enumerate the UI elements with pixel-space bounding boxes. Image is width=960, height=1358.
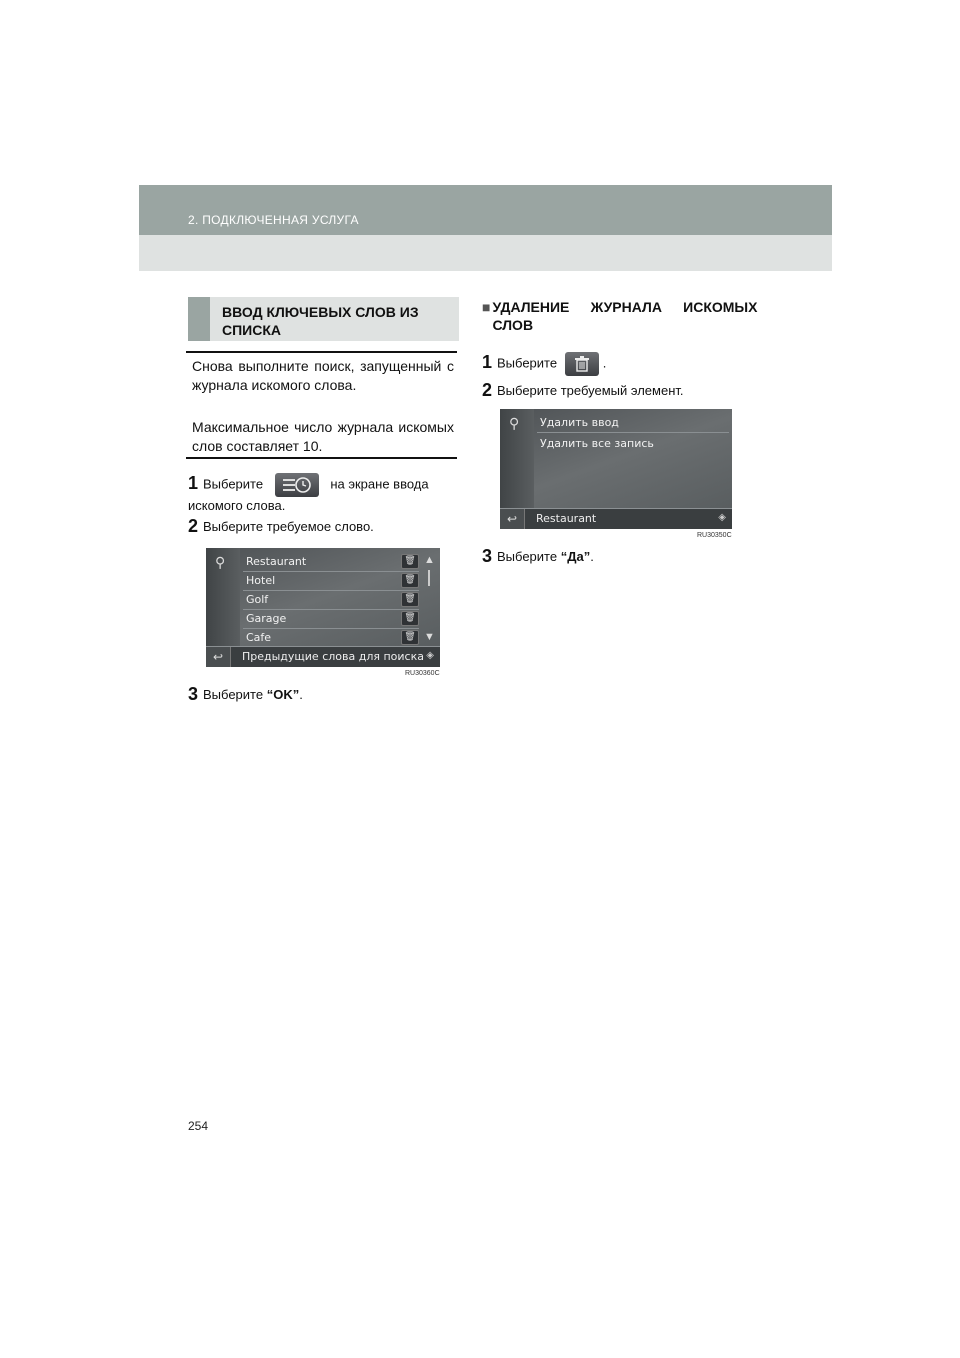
- image-caption: RU30360C: [405, 670, 440, 677]
- right-heading: [482, 298, 767, 334]
- list-item-label: Garage: [246, 612, 287, 625]
- step-text: Выберите: [203, 476, 264, 492]
- delete-option[interactable]: [537, 413, 729, 433]
- info-box: [186, 351, 457, 459]
- section-title: 2. ПОДКЛЮЧЕННАЯ УСЛУГА: [188, 213, 359, 227]
- right-step-2: [482, 381, 762, 400]
- back-icon[interactable]: ↩: [206, 647, 231, 667]
- footer-title: Restaurant: [536, 512, 597, 525]
- search-history-screen: [206, 548, 440, 667]
- step-number: 1: [482, 352, 493, 373]
- yes-label: “Да”: [560, 549, 591, 564]
- delete-option-label: Удалить ввод: [540, 416, 619, 429]
- page-number: 254: [188, 1119, 209, 1133]
- delete-options-screen: [500, 409, 732, 529]
- image-caption: RU30350C: [697, 532, 732, 539]
- info-paragraph-2: Максимальное число журнала искомых слов составляет 10.: [192, 419, 454, 454]
- delete-option[interactable]: [537, 434, 729, 453]
- trash-icon: [565, 352, 599, 376]
- step-text: .: [590, 549, 594, 564]
- search-icon[interactable]: ⚲: [509, 415, 520, 431]
- search-icon[interactable]: ⚲: [215, 554, 226, 570]
- step-text: Выберите требуемое слово.: [203, 519, 374, 534]
- trash-icon[interactable]: 🗑: [401, 592, 419, 607]
- scroll-up-icon[interactable]: ▲: [424, 554, 435, 566]
- step-number: 1: [188, 473, 199, 494]
- step-text: Выберите: [497, 355, 558, 371]
- scrollbar-thumb[interactable]: [428, 570, 430, 586]
- step-text: Выберите: [497, 549, 561, 564]
- left-title-text: ВВОД КЛЮЧЕВЫХ СЛОВ ИЗ СПИСКА: [222, 304, 419, 338]
- trash-icon[interactable]: 🗑: [401, 554, 419, 569]
- left-step-3: [188, 685, 460, 704]
- left-section-title: [188, 297, 459, 341]
- map-icon[interactable]: ◈: [426, 650, 434, 661]
- trash-icon[interactable]: 🗑: [401, 630, 419, 645]
- step-number: 2: [482, 380, 493, 400]
- delete-option-label: Удалить все запись: [540, 437, 654, 450]
- heading-marker: ■: [482, 299, 491, 315]
- screen-footer: [500, 508, 732, 529]
- left-step-1: [188, 473, 460, 515]
- step-text: на экране ввода искомого слова.: [188, 476, 429, 513]
- back-icon[interactable]: ↩: [500, 509, 525, 529]
- history-list-icon: [275, 473, 319, 497]
- title-accent-bar: [188, 297, 210, 341]
- step-number: 3: [482, 546, 493, 566]
- list-item[interactable]: [243, 590, 419, 610]
- step-text: Выберите: [203, 687, 267, 702]
- step-text: Выберите требуемый элемент.: [497, 383, 684, 398]
- list-item-label: Restaurant: [246, 555, 307, 568]
- footer-title: Предыдущие слова для поиска: [242, 650, 424, 663]
- step-number: 3: [188, 684, 199, 704]
- header-subband: [139, 235, 832, 271]
- header-band: [139, 185, 832, 235]
- step-text: .: [299, 687, 303, 702]
- list-item[interactable]: [243, 571, 419, 591]
- list-item[interactable]: [243, 628, 419, 647]
- map-icon[interactable]: ◈: [718, 512, 726, 523]
- trash-icon[interactable]: 🗑: [401, 573, 419, 588]
- ok-label: “OK”: [266, 687, 300, 702]
- scroll-down-icon[interactable]: ▼: [424, 631, 435, 643]
- list-item[interactable]: [243, 609, 419, 629]
- heading-text: УДАЛЕНИЕ ЖУРНАЛА ИСКОМЫХ СЛОВ: [492, 299, 758, 333]
- step-text: .: [602, 355, 607, 371]
- list-item[interactable]: [243, 552, 419, 572]
- list-item-label: Cafe: [246, 631, 272, 644]
- left-step-2: [188, 517, 460, 536]
- screen-footer: [206, 646, 440, 667]
- right-step-1: [482, 352, 762, 376]
- list-item-label: Golf: [246, 593, 269, 606]
- step-number: 2: [188, 516, 199, 536]
- info-paragraph-1: Снова выполните поиск, запущенный с журнала искомого слова.: [192, 358, 454, 393]
- right-step-3: [482, 547, 762, 566]
- trash-icon[interactable]: 🗑: [401, 611, 419, 626]
- list-item-label: Hotel: [246, 574, 276, 587]
